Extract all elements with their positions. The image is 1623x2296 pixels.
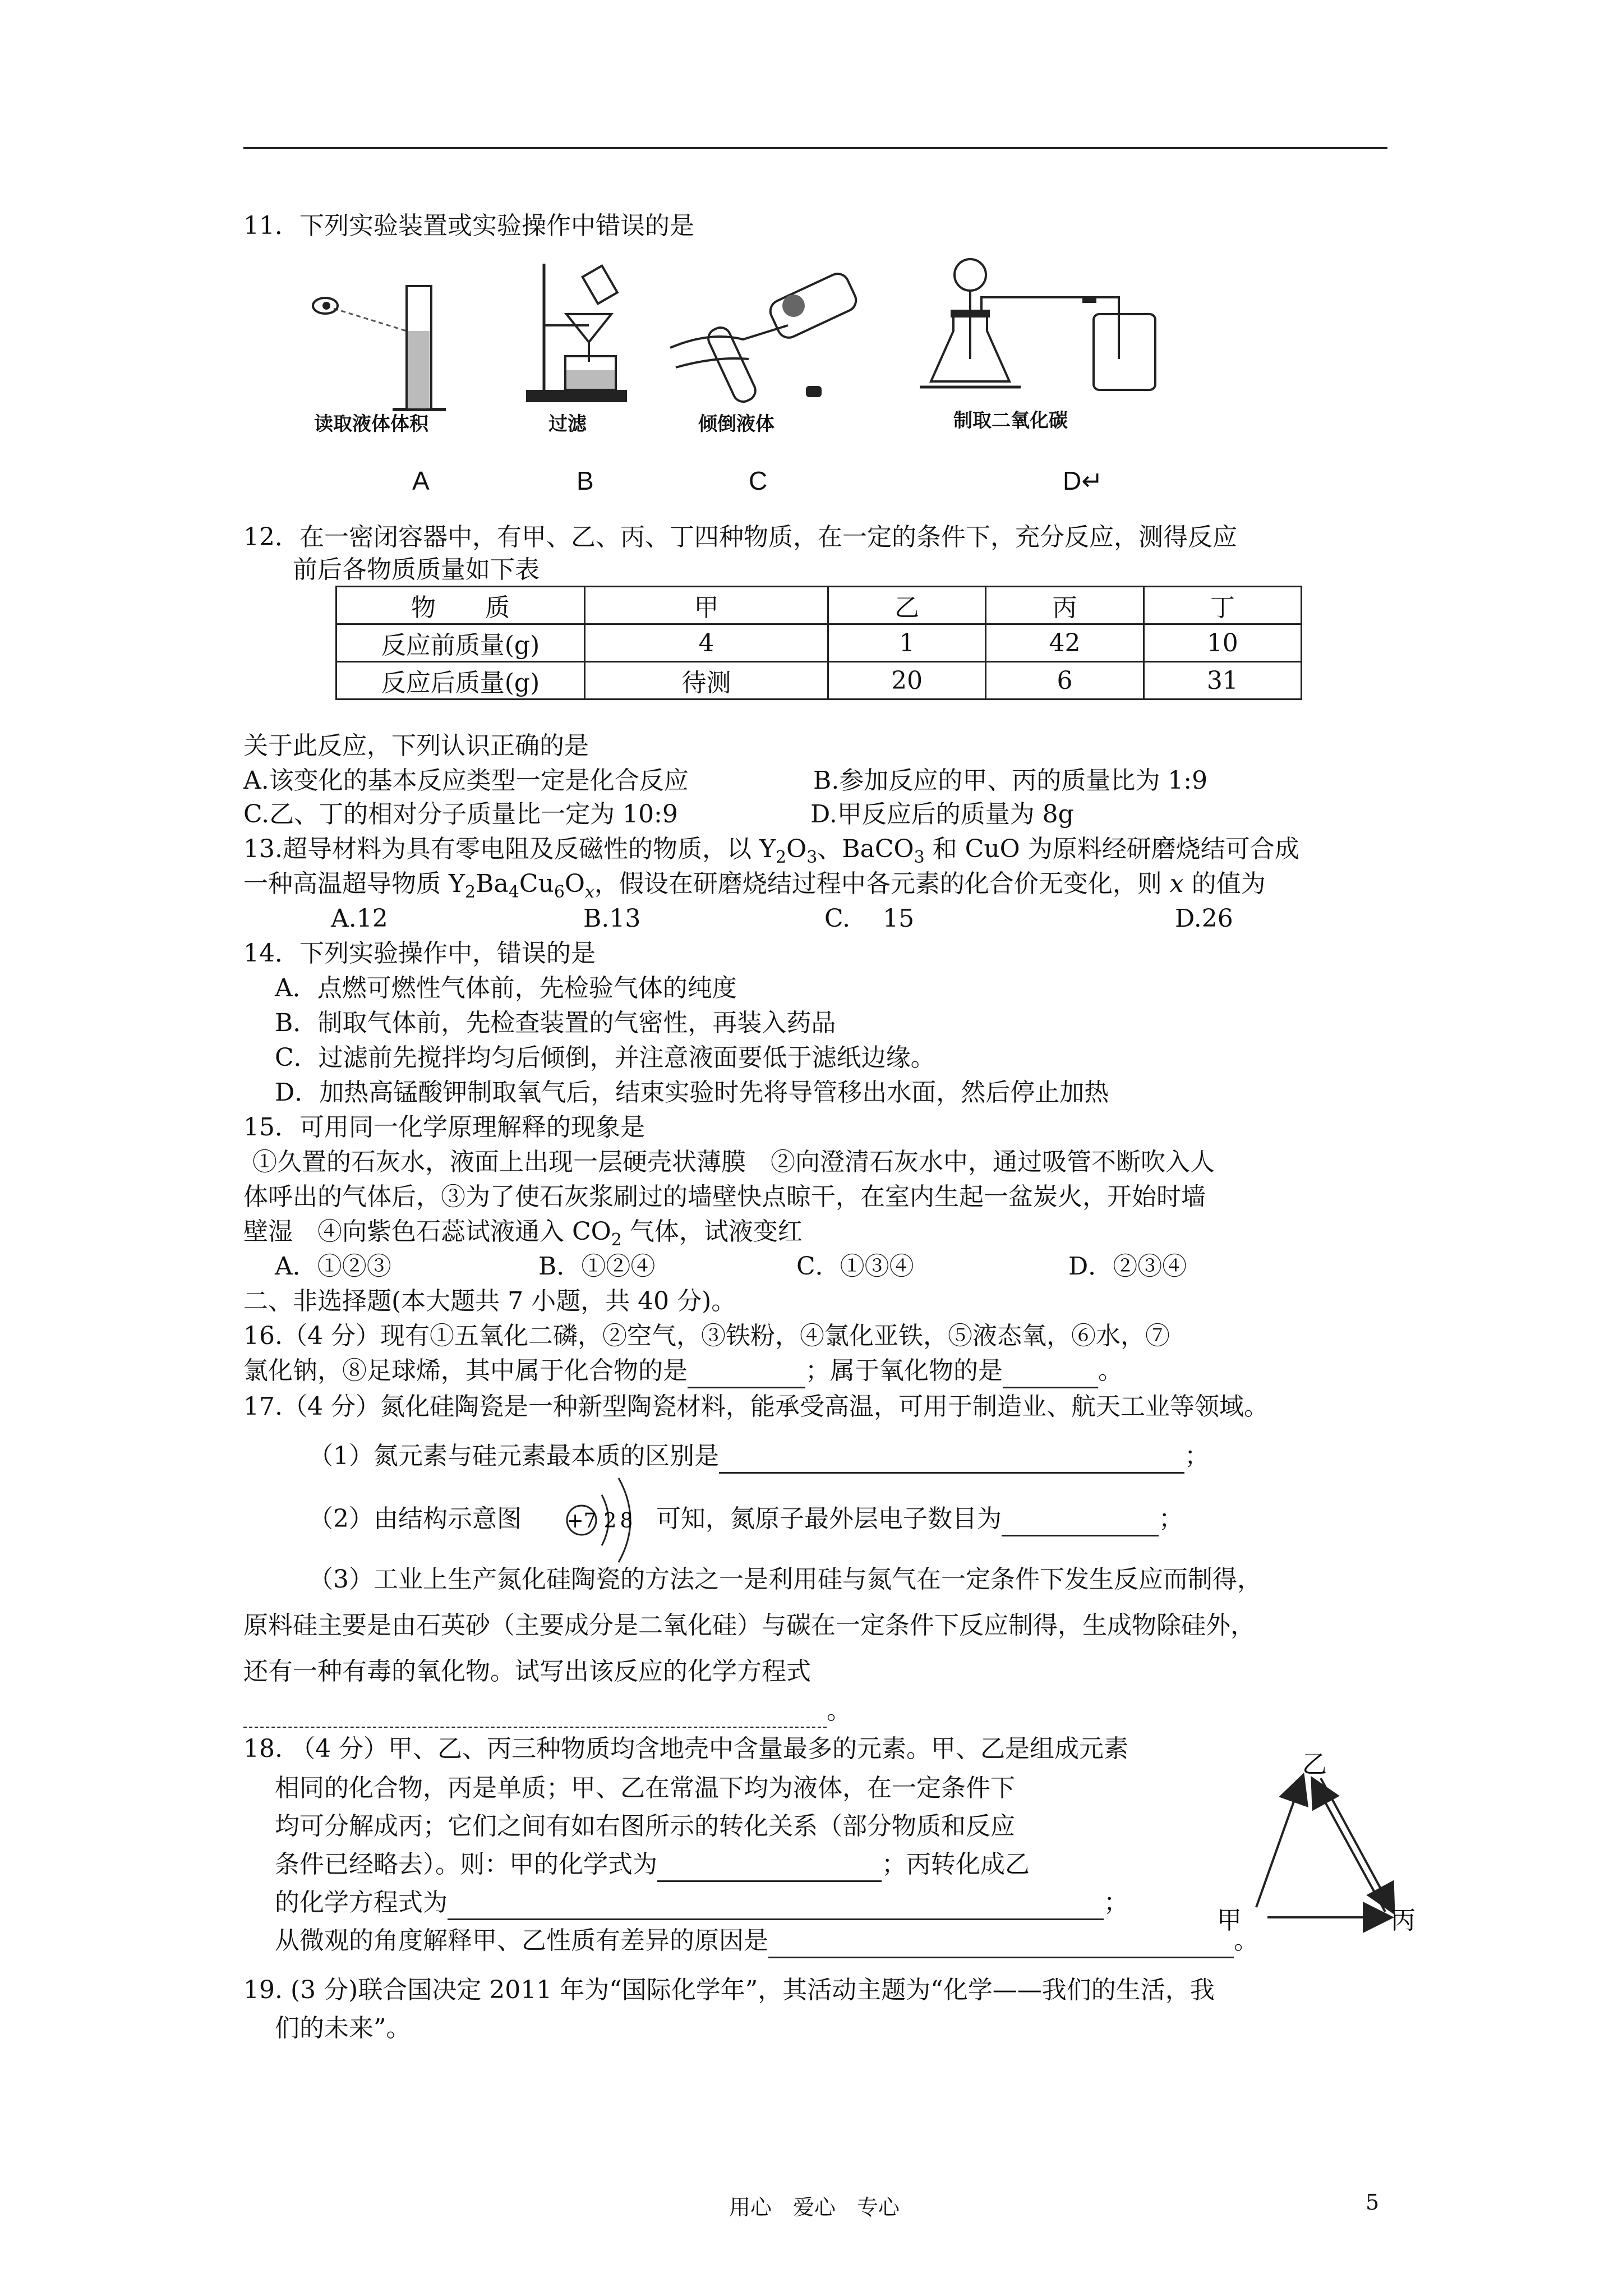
figure-d-letter: D↵ <box>1063 466 1103 495</box>
q13-option-b: B.13 <box>583 904 641 933</box>
footer-motto: 用心 爱心 专心 <box>729 2195 900 2220</box>
answer-blank <box>1003 1355 1098 1388</box>
q19-line2: 们的未来”。 <box>275 2014 411 2042</box>
section-heading: 二、非选择题(本大题共 7 小题，共 40 分)。 <box>243 1287 736 1315</box>
q12-option-d: D.甲反应后的质量为 8g <box>810 800 1074 829</box>
mass-table <box>335 586 1302 700</box>
q15-line1: ①久置的石灰水，液面上出现一层硬壳状薄膜 ②向澄清石灰水中，通过吸管不断吹入人 <box>252 1148 1215 1176</box>
q18-line3: 均可分解成丙；它们之间有如右图所示的转化关系（部分物质和反应 <box>275 1812 1015 1841</box>
table-row <box>336 662 1302 700</box>
nitrogen-atom-structure-diagram <box>558 1473 653 1568</box>
q17-part1: （1）氮元素与硅元素最本质的区别是 ； <box>308 1441 1209 1474</box>
q14-option-c: C．过滤前先搅拌均匀后倾倒，并注意液面要低于滤纸边缘。 <box>275 1043 935 1072</box>
figure-b-filtration <box>522 258 634 409</box>
q11-stem: 11．下列实验装置或实验操作中错误的是 <box>243 211 694 240</box>
table-cell: 20 <box>828 662 985 700</box>
q13-option-a: A.12 <box>331 904 388 933</box>
q15-option-b: B．①②④ <box>538 1252 656 1281</box>
diagram-node-bing: 丙 <box>1391 1906 1415 1935</box>
figure-a-letter: A <box>412 466 430 495</box>
q17-part3-line3: 还有一种有毒的氧化物。试写出该反应的化学方程式 <box>243 1657 811 1686</box>
table-header-row <box>336 587 1302 624</box>
page-number: 5 <box>1366 2190 1380 2215</box>
table-cell: 待测 <box>585 662 828 700</box>
answer-blank <box>1002 1503 1159 1536</box>
q19-line1: 19. (3 分)联合国决定 2011 年为“国际化学年”，其活动主题为“化学——我们的生活，我 <box>243 1976 1215 2004</box>
q13-line2: 一种高温超导物质 $Y_2Ba_4Cu_6O_x$，假设在研磨烧结过程中各元素的化合价无变化，则 x 的值为 <box>243 869 1266 902</box>
answer-blank <box>448 1887 1104 1920</box>
atom-nucleus-charge: +7 <box>566 1510 597 1533</box>
q16-line2: 氯化钠，⑧足球烯，其中属于化合物的是 ；属于氧化物的是 。 <box>243 1355 1123 1388</box>
table-cell: 丙 <box>986 587 1144 624</box>
figure-c-caption: 倾倒液体 <box>698 413 774 435</box>
figure-a-caption: 读取液体体积 <box>314 413 428 435</box>
figure-c-pouring-liquid <box>659 264 872 409</box>
table-cell: 4 <box>585 624 828 662</box>
figure-d-co2-apparatus <box>920 247 1166 398</box>
q13-option-d: D.26 <box>1175 904 1233 933</box>
table-cell: 反应后质量(g) <box>336 662 585 700</box>
answer-blank <box>657 1849 882 1882</box>
answer-blank <box>688 1355 805 1388</box>
q18-line5: 的化学方程式为 ； <box>275 1887 1128 1920</box>
q18-line6: 从微观的角度解释甲、乙性质有差异的原因是 。 <box>275 1925 1258 1958</box>
table-cell: 乙 <box>828 587 985 624</box>
q17-stem: 17.（4 分）氮化硅陶瓷是一种新型陶瓷材料，能承受高温，可用于制造业、航天工业等领域。 <box>243 1392 1269 1421</box>
q12-option-c: C.乙、丁的相对分子质量比一定为 10:9 <box>243 800 678 829</box>
answer-blank <box>719 1441 1184 1474</box>
q17-equation-line: 。 <box>243 1695 851 1728</box>
table-cell: 42 <box>986 624 1144 662</box>
q18-line1: 18. （4 分）甲、乙、丙三种物质均含地壳中含量最多的元素。甲、乙是组成元素 <box>243 1734 1128 1763</box>
answer-blank <box>243 1695 827 1728</box>
table-cell: 10 <box>1144 624 1301 662</box>
table-cell: 甲 <box>585 587 828 624</box>
q17-part2-lead: （2）由结构示意图 <box>308 1504 522 1533</box>
q15-line3: 壁湿 ④向紫色石蕊试液通入 $CO_2$ 气体，试液变红 <box>243 1217 803 1250</box>
table-cell: 物 质 <box>336 587 585 624</box>
q14-option-a: A．点燃可燃性气体前，先检验气体的纯度 <box>275 974 737 1002</box>
q17-part2-tail: 可知，氮原子最外层电子数目为 ； <box>656 1503 1183 1536</box>
figure-c-letter: C <box>749 466 768 495</box>
q15-option-d: D．②③④ <box>1068 1252 1187 1281</box>
diagram-node-yi: 乙 <box>1302 1750 1327 1779</box>
q12-option-a: A.该变化的基本反应类型一定是化合反应 <box>243 766 689 795</box>
q18-line4: 条件已经略去）。则：甲的化学式为 ；丙转化成乙 <box>275 1849 1030 1882</box>
atom-shell-1: 2 <box>603 1510 617 1533</box>
header-rule <box>243 147 1387 149</box>
q18-line2: 相同的化合物，丙是单质；甲、乙在常温下均为液体，在一定条件下 <box>275 1774 1015 1802</box>
figure-d-caption: 制取二氧化碳 <box>953 409 1068 432</box>
q12-stem-line2: 前后各物质质量如下表 <box>293 555 540 584</box>
q17-part3-line2: 原料硅主要是由石英砂（主要成分是二氧化硅）与碳在一定条件下反应制得，生成物除硅外， <box>243 1611 1255 1640</box>
table-cell: 6 <box>986 662 1144 700</box>
table-row <box>336 624 1302 662</box>
q14-stem: 14．下列实验操作中，错误的是 <box>243 939 596 968</box>
q12-stem-line1: 12．在一密闭容器中，有甲、乙、丙、丁四种物质，在一定的条件下，充分反应，测得反应 <box>243 523 1237 551</box>
q15-option-a: A．①②③ <box>275 1252 391 1281</box>
atom-shell-2: 8 <box>620 1510 633 1533</box>
q15-line2: 体呼出的气体后，③为了使石灰浆刷过的墙壁快点晾干，在室内生起一盆炭火，开始时墙 <box>243 1182 1206 1211</box>
q14-option-b: B．制取气体前，先检查装置的气密性，再装入药品 <box>275 1009 836 1037</box>
q16-line1: 16.（4 分）现有①五氧化二磷，②空气，③铁粉，④氯化亚铁，⑤液态氧，⑥水，⑦ <box>243 1322 1170 1350</box>
diagram-node-jia: 甲 <box>1217 1906 1242 1935</box>
q17-part3-line1: （3）工业上生产氮化硅陶瓷的方法之一是利用硅与氮气在一定条件下发生反应而制得， <box>308 1565 1262 1594</box>
figure-b-letter: B <box>577 466 594 495</box>
table-cell: 1 <box>828 624 985 662</box>
table-cell: 31 <box>1144 662 1301 700</box>
answer-blank <box>768 1925 1234 1958</box>
q14-option-d: D．加热高锰酸钾制取氧气后，结束实验时先将导管移出水面，然后停止加热 <box>275 1078 1109 1107</box>
q15-option-c: C．①③④ <box>796 1252 914 1281</box>
table-cell: 丁 <box>1144 587 1301 624</box>
q12-option-b: B.参加反应的甲、丙的质量比为 1:9 <box>813 766 1208 795</box>
q13-option-c: C. 15 <box>824 904 915 933</box>
figure-b-caption: 过滤 <box>548 413 587 435</box>
q18-conversion-diagram <box>1206 1750 1430 1941</box>
q15-stem: 15．可用同一化学原理解释的现象是 <box>243 1113 645 1142</box>
q13-line1: 13.超导材料为具有零电阻及反磁性的物质，以 $Y_2O_3$、BaCO$_3$ 和 CuO 为原料经研磨烧结可合成 <box>243 835 1299 867</box>
q12-prompt: 关于此反应，下列认识正确的是 <box>243 731 589 760</box>
table-cell: 反应前质量(g) <box>336 624 585 662</box>
